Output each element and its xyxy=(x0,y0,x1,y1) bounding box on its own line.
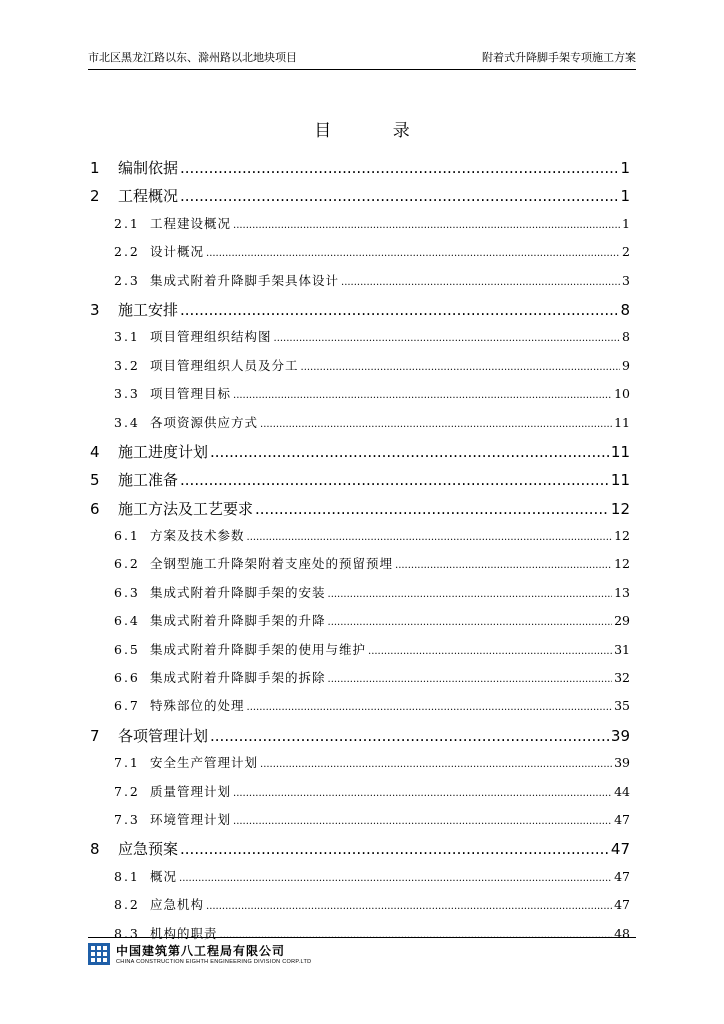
toc-dot-leader xyxy=(255,500,609,518)
toc-entry-number: 6.6 xyxy=(114,670,140,686)
page-footer xyxy=(88,937,636,965)
toc-entry-text: 概况 xyxy=(150,868,178,884)
toc-entry-label xyxy=(114,867,177,885)
toc-entry-label xyxy=(114,782,231,800)
toc-page-number: 2 xyxy=(622,244,630,260)
toc-entry-number: 8.2 xyxy=(114,897,140,913)
toc-section-entry[interactable] xyxy=(90,526,630,554)
toc-entry-label xyxy=(114,384,231,402)
toc-dot-leader xyxy=(395,556,612,571)
toc-section-entry[interactable] xyxy=(90,214,630,242)
toc-page-number: 48 xyxy=(614,925,630,941)
toc-entry-number: 8.1 xyxy=(114,868,140,884)
toc-entry-number: 7.2 xyxy=(114,783,140,799)
toc-dot-leader xyxy=(179,869,612,884)
toc-entry-label xyxy=(114,327,272,345)
toc-entry-label xyxy=(90,498,253,519)
toc-entry-text: 安全生产管理计划 xyxy=(150,755,259,771)
toc-page-number: 32 xyxy=(614,670,630,686)
toc-entry-label xyxy=(90,185,178,206)
toc-dot-leader xyxy=(328,670,613,685)
toc-section-entry[interactable] xyxy=(90,810,630,838)
header-project-name: 市北区黑龙江路以东、滁州路以北地块项目 xyxy=(88,51,297,64)
toc-page-number: 9 xyxy=(622,357,630,373)
toc-entry-label xyxy=(114,668,326,686)
toc-dot-leader xyxy=(368,642,612,657)
toc-chapter-entry[interactable] xyxy=(90,441,630,469)
toc-dot-leader xyxy=(260,755,612,770)
toc-entry-text: 全钢型施工升降架附着支座处的预留预埋 xyxy=(150,556,394,572)
toc-entry-number: 3.4 xyxy=(114,414,140,430)
toc-entry-number: 2.3 xyxy=(114,272,140,288)
toc-entry-text: 编制依据 xyxy=(118,159,179,177)
toc-section-entry[interactable] xyxy=(90,242,630,270)
page-title: 目 录 xyxy=(314,121,438,141)
toc-dot-leader xyxy=(328,585,613,600)
toc-entry-number: 6.5 xyxy=(114,641,140,657)
toc-page-number: 12 xyxy=(614,556,630,572)
toc-entry-number: 6.7 xyxy=(114,698,140,714)
toc-dot-leader xyxy=(180,471,609,489)
toc-entry-text: 工程概况 xyxy=(118,187,179,206)
toc-entry-number: 6.1 xyxy=(114,528,140,544)
toc-entry-label xyxy=(114,356,299,374)
toc-entry-text: 集成式附着升降脚手架的升降 xyxy=(150,613,326,629)
toc-entry-label xyxy=(114,554,393,572)
toc-page-number: 47 xyxy=(614,868,630,884)
toc-page-number: 11 xyxy=(614,414,630,430)
toc-section-entry[interactable] xyxy=(90,782,630,810)
toc-page-number: 8 xyxy=(620,300,630,319)
toc-page-number: 44 xyxy=(614,783,630,799)
toc-section-entry[interactable] xyxy=(90,895,630,923)
toc-section-entry[interactable] xyxy=(90,413,630,441)
toc-entry-text: 施工安排 xyxy=(118,300,179,319)
toc-dot-leader xyxy=(233,216,620,231)
toc-entry-text: 设计概况 xyxy=(150,244,205,260)
toc-entry-label xyxy=(114,413,258,431)
toc-entry-number: 3.2 xyxy=(114,357,140,373)
toc-chapter-entry[interactable] xyxy=(90,299,630,327)
toc-entry-number: 3.3 xyxy=(114,386,140,402)
page-header xyxy=(88,49,636,70)
toc-page-number: 29 xyxy=(614,613,630,629)
toc-entry-number: 1 xyxy=(90,159,100,177)
toc-page-number: 11 xyxy=(610,442,630,461)
toc-entry-number: 2.2 xyxy=(114,244,140,260)
toc-dot-leader xyxy=(260,415,612,430)
toc-entry-label xyxy=(90,157,178,178)
toc-entry-label xyxy=(90,299,178,320)
toc-page-number: 47 xyxy=(614,811,630,827)
toc-entry-text: 各项管理计划 xyxy=(118,726,209,745)
toc-entry-number: 4 xyxy=(90,442,100,461)
toc-entry-number: 6.4 xyxy=(114,613,140,629)
toc-entry-label xyxy=(114,583,326,601)
toc-entry-label xyxy=(114,640,366,658)
toc-section-entry[interactable] xyxy=(90,668,630,696)
toc-dot-leader xyxy=(206,244,620,259)
toc-entry-label xyxy=(114,526,245,544)
toc-dot-leader xyxy=(247,698,613,713)
toc-section-entry[interactable] xyxy=(90,753,630,781)
toc-entry-text: 项目管理目标 xyxy=(150,386,232,402)
toc-entry-number: 5 xyxy=(90,471,100,490)
toc-page-number: 12 xyxy=(614,528,630,544)
toc-chapter-entry[interactable] xyxy=(90,725,630,753)
toc-entry-number: 6.3 xyxy=(114,584,140,600)
toc-dot-leader xyxy=(274,329,621,344)
toc-dot-leader xyxy=(206,897,612,912)
toc-page-number: 12 xyxy=(610,499,630,518)
toc-entry-text: 集成式附着升降脚手架的拆除 xyxy=(150,670,326,686)
toc-entry-text: 机构的职责 xyxy=(150,925,218,941)
toc-entry-text: 集成式附着升降脚手架的安装 xyxy=(150,584,326,600)
toc-chapter-entry[interactable] xyxy=(90,469,630,497)
toc-section-entry[interactable] xyxy=(90,356,630,384)
toc-entry-number: 2.1 xyxy=(114,215,140,231)
toc-section-entry[interactable] xyxy=(90,384,630,412)
toc-entry-label xyxy=(90,725,208,746)
toc-entry-number: 6 xyxy=(90,499,100,518)
toc-entry-label xyxy=(114,271,339,289)
toc-entry-number: 3.1 xyxy=(114,329,140,345)
toc-entry-label xyxy=(114,895,204,913)
toc-section-entry[interactable] xyxy=(90,554,630,582)
toc-entry-text: 施工准备 xyxy=(118,471,179,490)
toc-entry-text: 集成式附着升降脚手架的使用与维护 xyxy=(150,641,367,657)
toc-entry-text: 项目管理组织结构图 xyxy=(150,329,272,345)
toc-chapter-entry[interactable] xyxy=(90,185,630,213)
toc-page-number: 3 xyxy=(622,272,630,288)
toc-section-entry[interactable] xyxy=(90,867,630,895)
toc-dot-leader xyxy=(180,187,618,205)
toc-entry-number: 3 xyxy=(90,300,100,319)
toc-section-entry[interactable] xyxy=(90,640,630,668)
toc-page-number: 47 xyxy=(614,897,630,913)
toc-chapter-entry[interactable] xyxy=(90,157,630,185)
toc-entry-text: 项目管理组织人员及分工 xyxy=(150,357,299,373)
toc-entry-text: 施工进度计划 xyxy=(118,442,209,461)
toc-entry-text: 方案及技术参数 xyxy=(150,528,245,544)
toc-entry-number: 7 xyxy=(90,726,100,745)
toc-dot-leader xyxy=(233,812,612,827)
toc-dot-leader xyxy=(233,386,612,401)
toc-entry-number: 8.3 xyxy=(114,925,140,941)
toc-entry-text: 特殊部位的处理 xyxy=(150,698,245,714)
toc-entry-label xyxy=(90,838,178,859)
toc-entry-text: 各项资源供应方式 xyxy=(150,414,259,430)
toc-entry-text: 集成式附着升降脚手架具体设计 xyxy=(150,272,340,288)
toc-dot-leader xyxy=(180,301,618,319)
toc-page-number: 13 xyxy=(614,584,630,600)
toc-page-number: 8 xyxy=(622,329,630,345)
toc-section-entry[interactable] xyxy=(90,583,630,611)
toc-page-number: 35 xyxy=(614,698,630,714)
toc-entry-text: 施工方法及工艺要求 xyxy=(118,499,254,518)
header-document-name: 附着式升降脚手架专项施工方案 xyxy=(482,51,636,64)
toc-entry-label xyxy=(114,242,204,260)
toc-page-number: 39 xyxy=(614,755,630,771)
toc-entry-label xyxy=(114,696,245,714)
toc-page-number: 10 xyxy=(614,386,630,402)
toc-chapter-entry[interactable] xyxy=(90,838,630,866)
toc-dot-leader xyxy=(233,784,612,799)
toc-section-entry[interactable] xyxy=(90,327,630,355)
toc-entry-label xyxy=(114,810,231,828)
toc-entry-number: 6.2 xyxy=(114,556,140,572)
toc-entry-label xyxy=(90,441,208,462)
toc-page-number: 1 xyxy=(620,187,630,206)
toc-page-number: 1 xyxy=(622,215,630,231)
toc-entry-text: 环境管理计划 xyxy=(150,811,232,827)
toc-section-entry[interactable] xyxy=(90,611,630,639)
toc-chapter-entry[interactable] xyxy=(90,498,630,526)
company-name-cn: 中国建筑第八工程局有限公司 xyxy=(116,944,286,958)
toc-dot-leader xyxy=(210,443,609,461)
toc-entry-text: 应急机构 xyxy=(150,897,205,913)
toc-dot-leader xyxy=(328,613,613,628)
toc-entry-label xyxy=(114,611,326,629)
toc-dot-leader xyxy=(180,159,618,177)
toc-entry-text: 工程建设概况 xyxy=(150,215,232,231)
toc-page-number: 11 xyxy=(610,471,630,490)
toc-dot-leader xyxy=(301,358,621,373)
toc-page-number: 31 xyxy=(614,641,630,657)
toc-section-entry[interactable] xyxy=(90,696,630,724)
toc-entry-number: 7.1 xyxy=(114,755,140,771)
toc-entry-number: 8 xyxy=(90,840,100,859)
toc-entry-label xyxy=(114,753,258,771)
toc-entry-number: 7.3 xyxy=(114,811,140,827)
toc-entry-label xyxy=(90,469,178,490)
toc-page-number: 39 xyxy=(610,726,630,745)
company-name-en: CHINA CONSTRUCTION EIGHTH ENGINEERING DIVISION CORP.LTD xyxy=(116,959,312,965)
toc-section-entry[interactable] xyxy=(90,271,630,299)
toc-dot-leader xyxy=(341,273,620,288)
toc-dot-leader xyxy=(247,528,613,543)
toc-dot-leader xyxy=(210,727,609,745)
company-logo-icon xyxy=(88,943,110,965)
toc-entry-text: 应急预案 xyxy=(118,840,179,859)
toc-page-number: 47 xyxy=(610,840,630,859)
toc-entry-label xyxy=(114,214,231,232)
toc-entry-text: 质量管理计划 xyxy=(150,783,232,799)
toc-page-number: 1 xyxy=(620,159,630,177)
table-of-contents xyxy=(90,157,630,952)
toc-entry-number: 2 xyxy=(90,187,100,206)
toc-dot-leader xyxy=(180,840,609,858)
